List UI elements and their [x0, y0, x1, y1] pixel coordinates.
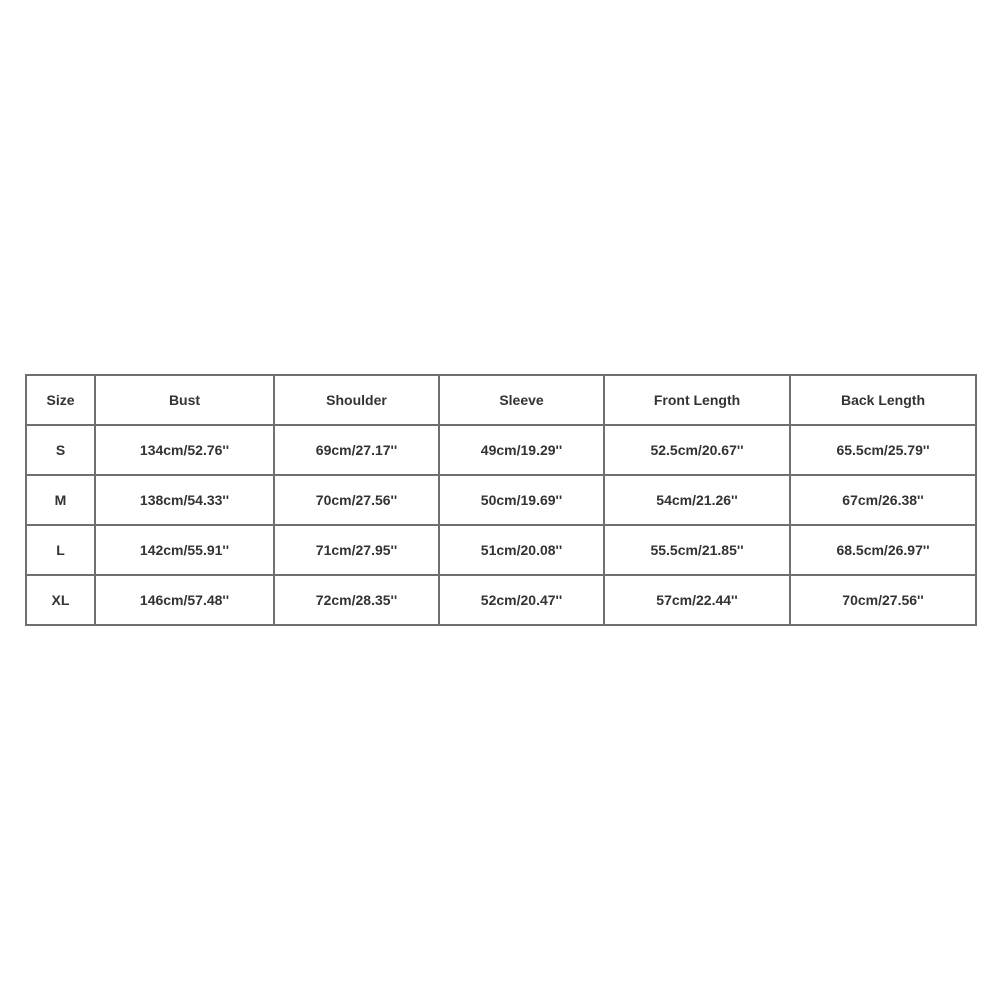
table-row — [26, 575, 976, 625]
table-header-row — [26, 375, 976, 425]
cell-bust: 146cm/57.48'' — [95, 575, 274, 625]
cell-sleeve: 52cm/20.47'' — [439, 575, 604, 625]
cell-front-length: 55.5cm/21.85'' — [604, 525, 790, 575]
cell-back-length: 70cm/27.56'' — [790, 575, 976, 625]
cell-sleeve: 50cm/19.69'' — [439, 475, 604, 525]
table-row — [26, 525, 976, 575]
cell-sleeve: 49cm/19.29'' — [439, 425, 604, 475]
cell-back-length: 67cm/26.38'' — [790, 475, 976, 525]
cell-size: S — [26, 425, 95, 475]
cell-shoulder: 70cm/27.56'' — [274, 475, 439, 525]
header-back-length: Back Length — [790, 375, 976, 425]
cell-shoulder: 71cm/27.95'' — [274, 525, 439, 575]
cell-size: L — [26, 525, 95, 575]
header-sleeve: Sleeve — [439, 375, 604, 425]
header-front-length: Front Length — [604, 375, 790, 425]
cell-size: M — [26, 475, 95, 525]
cell-bust: 138cm/54.33'' — [95, 475, 274, 525]
cell-size: XL — [26, 575, 95, 625]
cell-back-length: 65.5cm/25.79'' — [790, 425, 976, 475]
header-size: Size — [26, 375, 95, 425]
cell-bust: 134cm/52.76'' — [95, 425, 274, 475]
table-row — [26, 425, 976, 475]
cell-front-length: 54cm/21.26'' — [604, 475, 790, 525]
cell-shoulder: 69cm/27.17'' — [274, 425, 439, 475]
header-shoulder: Shoulder — [274, 375, 439, 425]
table-row — [26, 475, 976, 525]
cell-front-length: 57cm/22.44'' — [604, 575, 790, 625]
cell-front-length: 52.5cm/20.67'' — [604, 425, 790, 475]
cell-bust: 142cm/55.91'' — [95, 525, 274, 575]
header-bust: Bust — [95, 375, 274, 425]
size-chart-table — [25, 374, 977, 626]
cell-back-length: 68.5cm/26.97'' — [790, 525, 976, 575]
cell-sleeve: 51cm/20.08'' — [439, 525, 604, 575]
cell-shoulder: 72cm/28.35'' — [274, 575, 439, 625]
